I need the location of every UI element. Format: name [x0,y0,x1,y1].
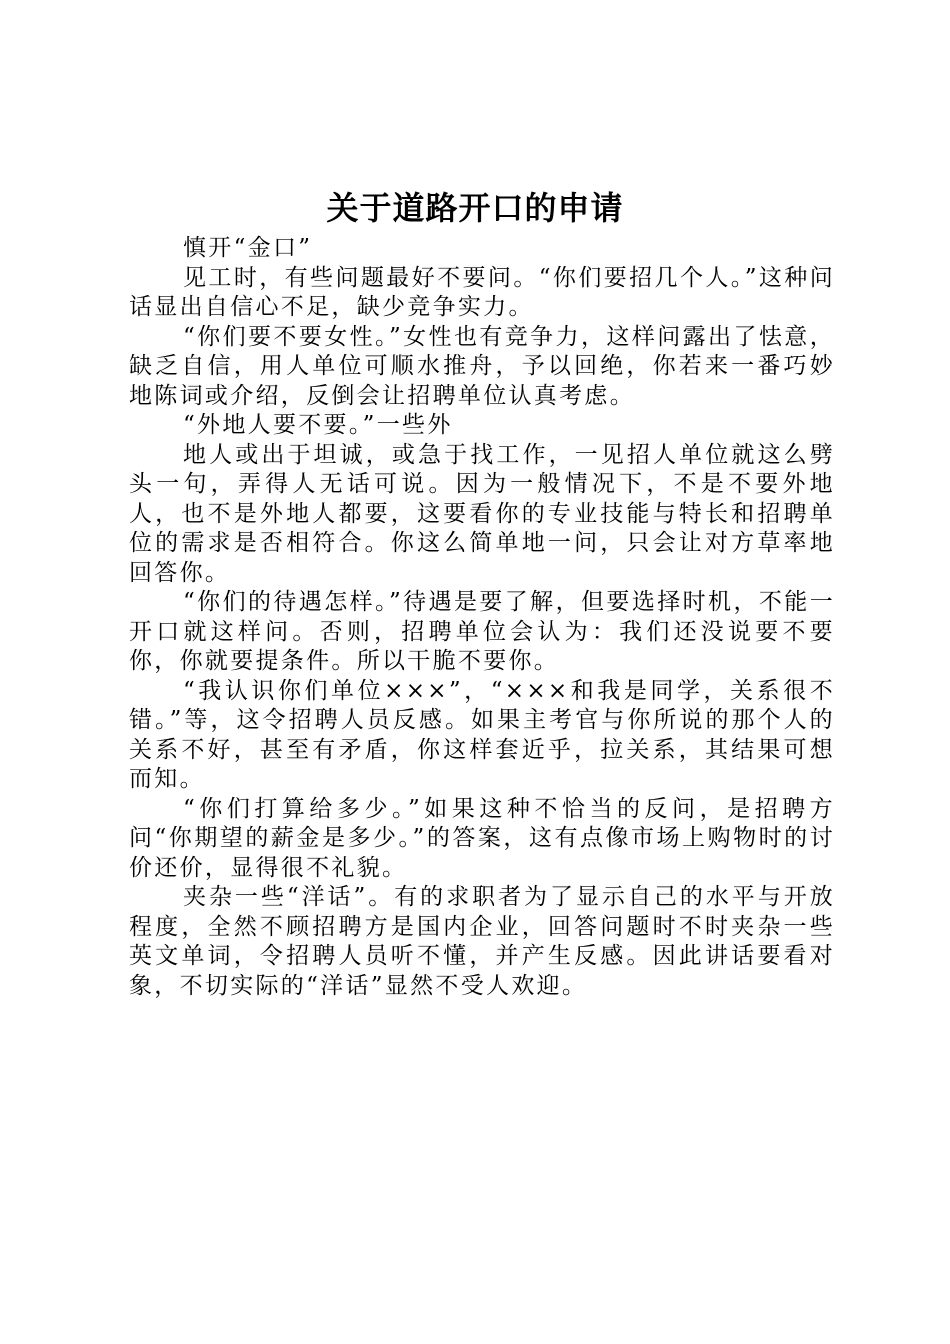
paragraph: “你们要不要女性。”女性也有竞争力，这样问露出了怯意，缺乏自信，用人单位可顺水推舟，予以回绝，你若来一番巧妙地陈词或介绍，反倒会让招聘单位认真考虑。 [129,323,835,409]
document-title: 关于道路开口的申请 [326,189,624,227]
document-body [129,234,835,1001]
paragraph: 夹杂一些“洋话”。有的求职者为了显示自己的水平与开放程度，全然不顾招聘方是国内企业，回答问题时不时夹杂一些英文单词，令招聘人员听不懂，并产生反感。因此讲话要看对象，不切实际的“洋话”显然不受人欢迎。 [129,884,835,999]
paragraph: “我认识你们单位×××”，“×××和我是同学，关系很不错。”等，这令招聘人员反感。如果主考官与你所说的那个人的关系不好，甚至有矛盾，你这样套近乎，拉关系，其结果可想而知。 [129,677,835,792]
paragraph: “你们的待遇怎样。”待遇是要了解，但要选择时机，不能一开口就这样问。否则，招聘单位会认为：我们还没说要不要你，你就要提条件。所以干脆不要你。 [129,589,835,674]
paragraph: 见工时，有些问题最好不要问。“你们要招几个人。”这种问话显出自信心不足，缺少竞争实力。 [129,264,835,320]
paragraph: 地人或出于坦诚，或急于找工作，一见招人单位就这么劈头一句，弄得人无话可说。因为一般情况下，不是不要外地人，也不是外地人都要，这要看你的专业技能与特长和招聘单位的需求是否相符合。你这么简单地一问，只会让对方草率地回答你。 [129,441,835,586]
paragraph: 慎开“金口” [183,235,313,261]
paragraph: “你们打算给多少。”如果这种不恰当的反问，是招聘方问“你期望的薪金是多少。”的答案，这有点像市场上购物时的讨价还价，显得很不礼貌。 [129,795,835,881]
paragraph: “外地人要不要。”一些外 [183,412,453,438]
